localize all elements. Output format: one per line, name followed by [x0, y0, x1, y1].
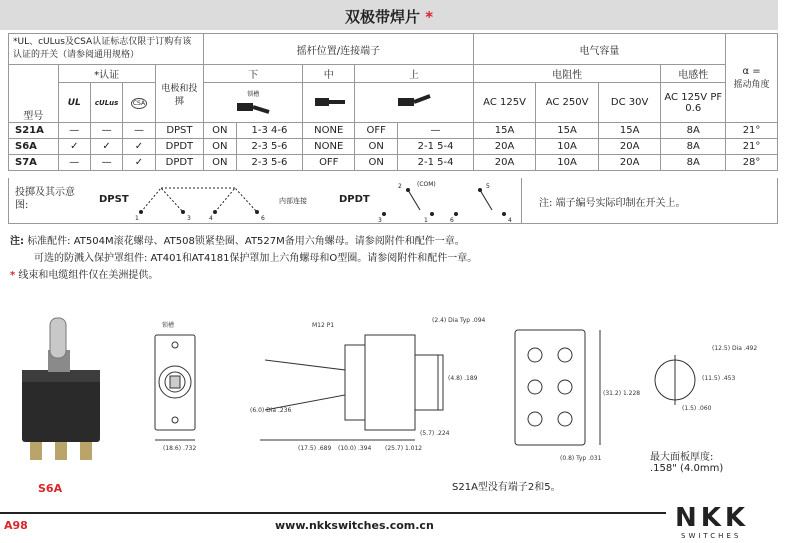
dim-d7: (4.8) .189	[448, 375, 478, 382]
table-row: S6A ✓ ✓ ✓ DPDT ON 2-3 5-6 NONE ON 2-1 5-4 20A 10A 20A 8A 21°	[9, 139, 778, 155]
certification-header: *认证	[58, 65, 155, 83]
inductive-rating-header: AC 125V PF 0.6	[661, 83, 726, 123]
notes-block	[10, 233, 477, 284]
dim-d12: (11.5) .453	[702, 375, 736, 382]
logo-text: NKK	[675, 503, 750, 533]
svg-text:1: 1	[135, 215, 139, 222]
note-line-2: 可选的防溅入保护罩组件: AT401和AT4181保护罩加上六角螺母和O型圈。请参阅附件和配件一章。	[34, 253, 478, 264]
terminal-view-drawing	[515, 330, 600, 445]
svg-text:4: 4	[209, 215, 213, 222]
dim-d10: (0.8) Typ .031	[560, 455, 602, 462]
dim-d1: (18.6) .732	[163, 445, 197, 452]
cul-icon: cULus	[90, 83, 122, 123]
internal-connection-label: 内部连接	[279, 197, 307, 205]
table-row: S21A — — — DPST ON 1-3 4-6 NONE OFF — 15A 15A 15A 8A 21°	[9, 123, 778, 139]
angle-label: 摇动角度	[733, 80, 770, 90]
resistive-header: 电阻性	[473, 65, 661, 83]
inductive-header: 电感性	[661, 65, 726, 83]
dim-d5: (25.7) 1.012	[385, 445, 423, 452]
svg-text:2: 2	[398, 183, 402, 190]
panel-thickness-value: .158" (4.0mm)	[650, 463, 724, 474]
no-terminal-note: S21A型没有端子2和5。	[452, 482, 561, 493]
svg-text:5: 5	[486, 183, 490, 190]
dim-d11: (12.5) Dia .492	[712, 345, 758, 352]
note-line-3: * 线束和电缆组件仅在美洲提供。	[10, 270, 159, 281]
product-name: S6A	[38, 482, 63, 495]
dpdt-label: DPDT	[339, 194, 370, 205]
dim-d9: (31.2) 1.228	[603, 390, 641, 397]
cert-note: *UL、cULus及CSA认证标志仅限于订购有该认证的开关（请参阅通用规格）	[9, 34, 204, 65]
dim-d13: (1.5) .060	[682, 405, 712, 412]
pole-throw-header: 电极和投掷	[155, 65, 204, 123]
up-header: 上	[355, 65, 474, 83]
dpst-schematic	[131, 182, 281, 222]
position-terminal-header: 摇杆位置/连接端子	[204, 34, 474, 65]
toggle-down-drawing	[223, 98, 283, 114]
angle-symbol: α =	[742, 66, 761, 77]
dim-d3: (17.5) .689	[298, 445, 332, 452]
model-header: 型号	[9, 65, 59, 123]
angle-header	[726, 34, 778, 123]
page-title	[0, 6, 778, 27]
toggle-center-drawing	[309, 93, 349, 109]
footer-divider	[0, 512, 666, 514]
throw-diagram-area	[8, 178, 778, 224]
toggle-down-icon: 锁槽	[204, 83, 303, 123]
ul-icon: UL	[58, 83, 90, 123]
dc30-header: DC 30V	[598, 83, 661, 123]
dim-d8: (2.4) Dia Typ .094	[432, 317, 486, 324]
ac125-header: AC 125V	[473, 83, 536, 123]
dim-d2: (6.0) Dia .236	[250, 407, 292, 414]
com-label: (COM)	[417, 181, 436, 188]
down-header: 下	[204, 65, 303, 83]
nkk-logo	[675, 503, 765, 543]
dim-d6: (5.7) .224	[420, 430, 450, 437]
title-text: 双极带焊片	[344, 8, 420, 26]
panel-cutout-drawing	[655, 355, 695, 405]
center-header: 中	[303, 65, 355, 83]
spec-table	[8, 33, 778, 171]
website-url: www.nkkswitches.com.cn	[275, 519, 434, 532]
diagram-divider	[521, 178, 522, 224]
dpst-label: DPST	[99, 194, 129, 205]
svg-text:6: 6	[450, 217, 454, 222]
svg-text:3: 3	[378, 217, 382, 222]
front-view-drawing	[155, 335, 195, 440]
electrical-header: 电气容量	[473, 34, 725, 65]
ac250-header: AC 250V	[536, 83, 599, 123]
thread-label: M12 P1	[312, 322, 335, 329]
toggle-center-icon	[303, 83, 355, 123]
svg-text:6: 6	[261, 215, 265, 222]
toggle-up-icon	[355, 83, 474, 123]
throw-diagram-label: 投掷及其示意图:	[15, 187, 75, 211]
title-star: *	[425, 8, 434, 26]
csa-icon: CSA	[123, 83, 155, 123]
svg-text:1: 1	[424, 217, 428, 222]
dimension-drawings	[0, 300, 800, 510]
dim-d4: (10.0) .394	[338, 445, 372, 452]
svg-text:3: 3	[187, 215, 191, 222]
page-number: A98	[4, 519, 28, 532]
terminal-note: 注: 端子编号实际印制在开关上。	[539, 198, 686, 209]
side-view-drawing	[260, 335, 443, 440]
svg-text:4: 4	[508, 217, 512, 222]
logo-subtext: SWITCHES	[681, 532, 742, 540]
toggle-up-drawing	[384, 93, 444, 109]
panel-thickness-label: 最大面板厚度:	[650, 452, 714, 463]
table-row: S7A — — ✓ DPDT ON 2-3 5-6 OFF ON 2-1 5-4 20A 10A 20A 8A 28°	[9, 155, 778, 171]
note-line-1: 注: 标准配件: AT504M滚花螺母、AT508锁紧垫圈、AT527M备用六角螺母。请参阅附件和配件一章。	[10, 236, 465, 247]
dpdt-schematic	[374, 180, 514, 222]
lock-slot-label: 锁槽	[162, 322, 175, 329]
product-photo	[22, 318, 100, 460]
